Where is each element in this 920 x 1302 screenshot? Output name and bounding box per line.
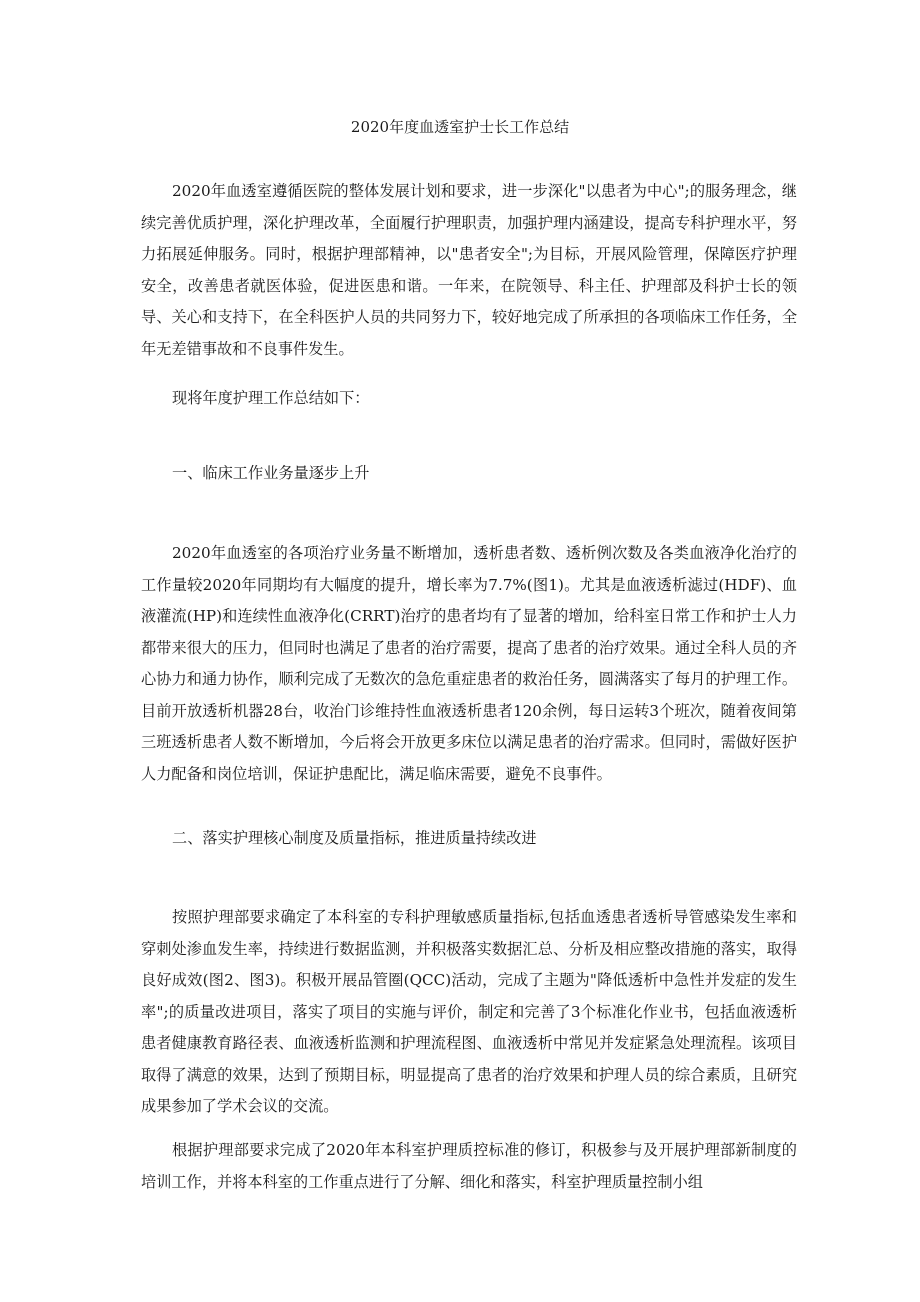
paragraph-summary-lead: 现将年度护理工作总结如下： xyxy=(172,389,370,407)
section-heading-2: 二、落实护理核心制度及质量指标，推进质量持续改进 xyxy=(172,829,537,847)
paragraph-section-1: 2020年血透室的各项治疗业务量不断增加，透析患者数、透析例次数及各类血液净化治疗的工作量较2020年同期均有大幅度的提升，增长率为7.7%(图1)。尤其是血液透析滤过(HDF)、血液灌流(HP)和连续性血液净化(CRRT)治疗的患者均有了显著的增加，给科室日常工作和护士人力都带来很大的压力，但同时也满足了患者的治疗需要，提高了患者的治疗效果。通过全科人员的齐心协力和通力协作，顺利完成了无数次的急危重症患者的救治任务，圆满落实了每月的护理工作。目前开放透析机器28台，收治门诊维持性血液透析患者120余例，每日运转3个班次，随着夜间第三班透析患者人数不断增加，今后将会开放更多床位以满足患者的治疗需求。但同时，需做好医护人力配备和岗位培训，保证护患配比，满足临床需要，避免不良事件。 xyxy=(141,544,797,783)
section-heading-1: 一、临床工作业务量逐步上升 xyxy=(172,464,370,482)
paragraph-section-2-continued: 根据护理部要求完成了2020年本科室护理质控标准的修订，积极参与及开展护理部新制度的培训工作，并将本科室的工作重点进行了分解、细化和落实，科室护理质量控制小组 xyxy=(141,1141,797,1191)
paragraph-section-2: 按照护理部要求确定了本科室的专科护理敏感质量指标,包括血透患者透析导管感染发生率和穿刺处渗血发生率，持续进行数据监测，并积极落实数据汇总、分析及相应整改措施的落实，取得良好成效(图2、图3)。积极开展品管圈(QCC)活动，完成了主题为"降低透析中急性并发症的发生率";的质量改进项目，落实了项目的实施与评价，制定和完善了3个标准化作业书，包括血液透析患者健康教育路径表、血液透析监测和护理流程图、血液透析中常见并发症紧急处理流程。该项目取得了满意的效果，达到了预期目标，明显提高了患者的治疗效果和护理人员的综合素质，且研究成果参加了学术会议的交流。 xyxy=(141,908,797,1115)
paragraph-intro: 2020年血透室遵循医院的整体发展计划和要求，进一步深化"以患者为中心";的服务理念，继续完善优质护理，深化护理改革，全面履行护理职责，加强护理内涵建设，提高专科护理水平，努力拓展延伸服务。同时，根据护理部精神，以"患者安全";为目标，开展风险管理，保障医疗护理安全，改善患者就医体验，促进医患和谐。一年来，在院领导、科主任、护理部及科护士长的领导、关心和支持下，在全科医护人员的共同努力下，较好地完成了所承担的各项临床工作任务，全年无差错事故和不良事件发生。 xyxy=(141,182,797,358)
document-title: 2020年度血透室护士长工作总结 xyxy=(350,118,570,136)
